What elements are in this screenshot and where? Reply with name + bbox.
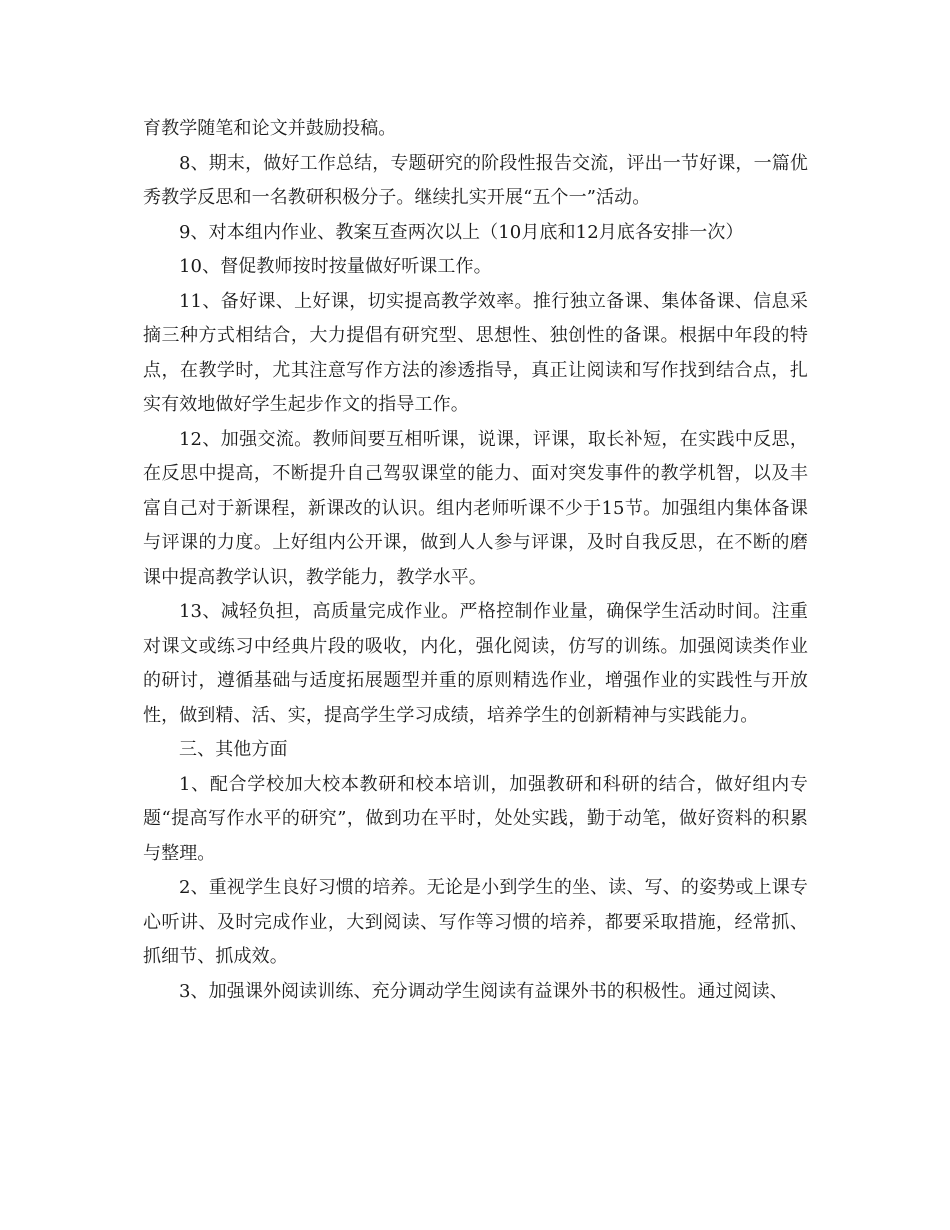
paragraph-item-13: 13、减轻负担，高质量完成作业。严格控制作业量，确保学生活动时间。注重对课文或练习中经典片段的吸收，内化，强化阅读，仿写的训练。加强阅读类作业的研讨，遵循基础与适度拓展题型并重的原则精选作业，增强作业的实践性与开放性，做到精、活、实，提高学生学习成绩，培养学生的创新精神与实践能力。: [143, 601, 808, 726]
paragraph-other-2: 2、重视学生良好习惯的培养。无论是小到学生的坐、读、写、的姿势或上课专心听讲、及时完成作业，大到阅读、写作等习惯的培养，都要采取措施，经常抓、抓细节、抓成效。: [143, 877, 808, 967]
paragraph-item-10: 10、督促教师按时按量做好听课工作。: [179, 256, 492, 277]
paragraph-other-1: 1、配合学校加大校本教研和校本培训，加强教研和科研的结合，做好组内专题“提高写作水平的研究”，做到功在平时，处处实践，勤于动笔，做好资料的积累与整理。: [143, 773, 808, 864]
paragraph-item-12: 12、加强交流。教师间要互相听课，说课，评课，取长补短，在实践中反思，在反思中提高，不断提升自己驾驭课堂的能力、面对突发事件的教学机智，以及丰富自己对于新课程，新课改的认识。组内老师听课不少于15节。加强组内集体备课与评课的力度。上好组内公开课，做到人人参与评课，及时自我反思，在不断的磨课中提高教学认识，教学能力，教学水平。: [143, 428, 808, 588]
document-body: [143, 112, 808, 1009]
section-heading-3: 三、其他方面: [179, 739, 288, 760]
paragraph-other-3: 3、加强课外阅读训练、充分调动学生阅读有益课外书的积极性。通过阅读、: [179, 980, 788, 1002]
paragraph-item-8: 8、期末，做好工作总结，专题研究的阶段性报告交流，评出一节好课，一篇优秀教学反思和一名教研积极分子。继续扎实开展“五个一”活动。: [143, 152, 808, 208]
paragraph-item-9: 9、对本组内作业、教案互查两次以上（10月底和12月底各安排一次）: [179, 221, 744, 243]
paragraph-item-11: 11、备好课、上好课，切实提高教学效率。推行独立备课、集体备课、信息采摘三种方式相结合，大力提倡有研究型、思想性、独创性的备课。根据中年段的特点，在教学时，尤其注意写作方法的渗透指导，真正让阅读和写作找到结合点，扎实有效地做好学生起步作文的指导工作。: [143, 290, 808, 415]
paragraph-continuation: 育教学随笔和论文并鼓励投稿。: [143, 118, 397, 139]
